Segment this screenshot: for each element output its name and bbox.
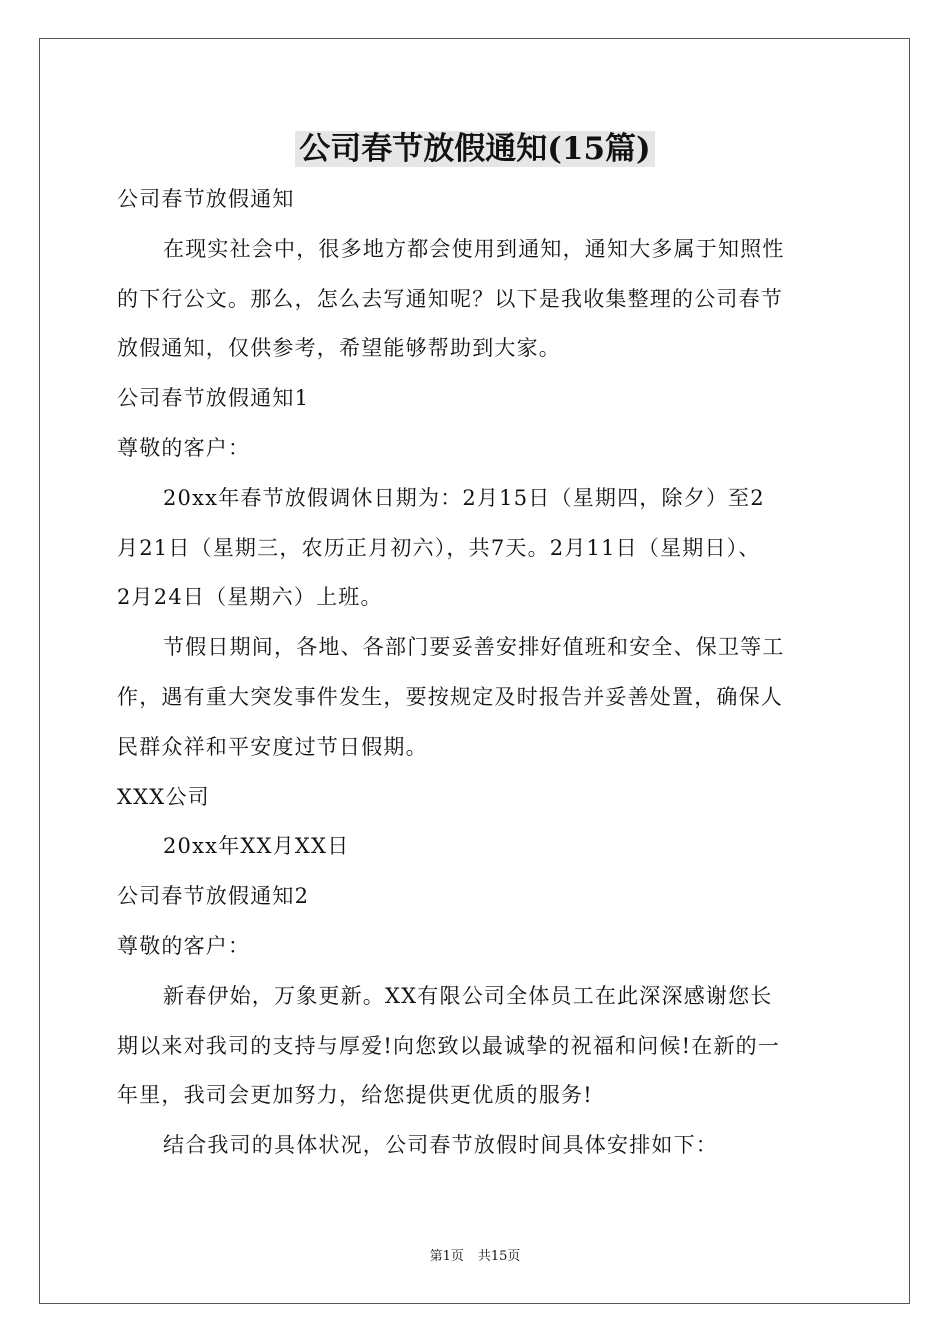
text-line: 年里，我司会更加努力，给您提供更优质的服务! bbox=[117, 1083, 593, 1108]
text-line: 20xx年XX月XX日 bbox=[163, 834, 350, 859]
page-number: 第1页 bbox=[429, 1249, 464, 1264]
document-title bbox=[0, 127, 950, 171]
text-line: 结合我司的具体状况，公司春节放假时间具体安排如下： bbox=[163, 1133, 718, 1158]
text-line: 放假通知，仅供参考，希望能够帮助到大家。 bbox=[117, 336, 561, 361]
text-line: 的下行公文。那么，怎么去写通知呢？以下是我收集整理的公司春节 bbox=[117, 286, 783, 311]
text-line: 公司春节放假通知1 bbox=[117, 386, 310, 411]
text-line: 民群众祥和平安度过节日假期。 bbox=[117, 734, 428, 759]
document-title-text: 公司春节放假通知(15篇) bbox=[295, 131, 654, 167]
text-line: 20xx年春节放假调休日期为：2月15日（星期四，除夕）至2 bbox=[163, 485, 765, 510]
text-line: 作，遇有重大突发事件发生，要按规定及时报告并妥善处置，确保人 bbox=[117, 684, 783, 709]
text-line: 2月24日（星期六）上班。 bbox=[117, 585, 383, 610]
text-line: 公司春节放假通知2 bbox=[117, 884, 310, 909]
text-line: 在现实社会中，很多地方都会使用到通知，通知大多属于知照性 bbox=[163, 236, 785, 261]
page-total: 共15页 bbox=[477, 1249, 521, 1264]
document-body bbox=[117, 175, 839, 1171]
text-line: 新春伊始，万象更新。XX有限公司全体员工在此深深感谢您长 bbox=[163, 983, 773, 1008]
text-line: 尊敬的客户： bbox=[117, 933, 251, 958]
text-line: 期以来对我司的支持与厚爱!向您致以最诚挚的祝福和问候!在新的一 bbox=[117, 1033, 781, 1058]
text-line: 节假日期间，各地、各部门要妥善安排好值班和安全、保卫等工 bbox=[163, 635, 785, 660]
text-line: 尊敬的客户： bbox=[117, 435, 251, 460]
page-footer bbox=[0, 1248, 950, 1266]
text-line: 月21日（星期三，农历正月初六），共7天。2月11日（星期日）、 bbox=[117, 535, 761, 560]
text-line: XXX公司 bbox=[117, 784, 210, 809]
text-line: 公司春节放假通知 bbox=[117, 187, 295, 211]
